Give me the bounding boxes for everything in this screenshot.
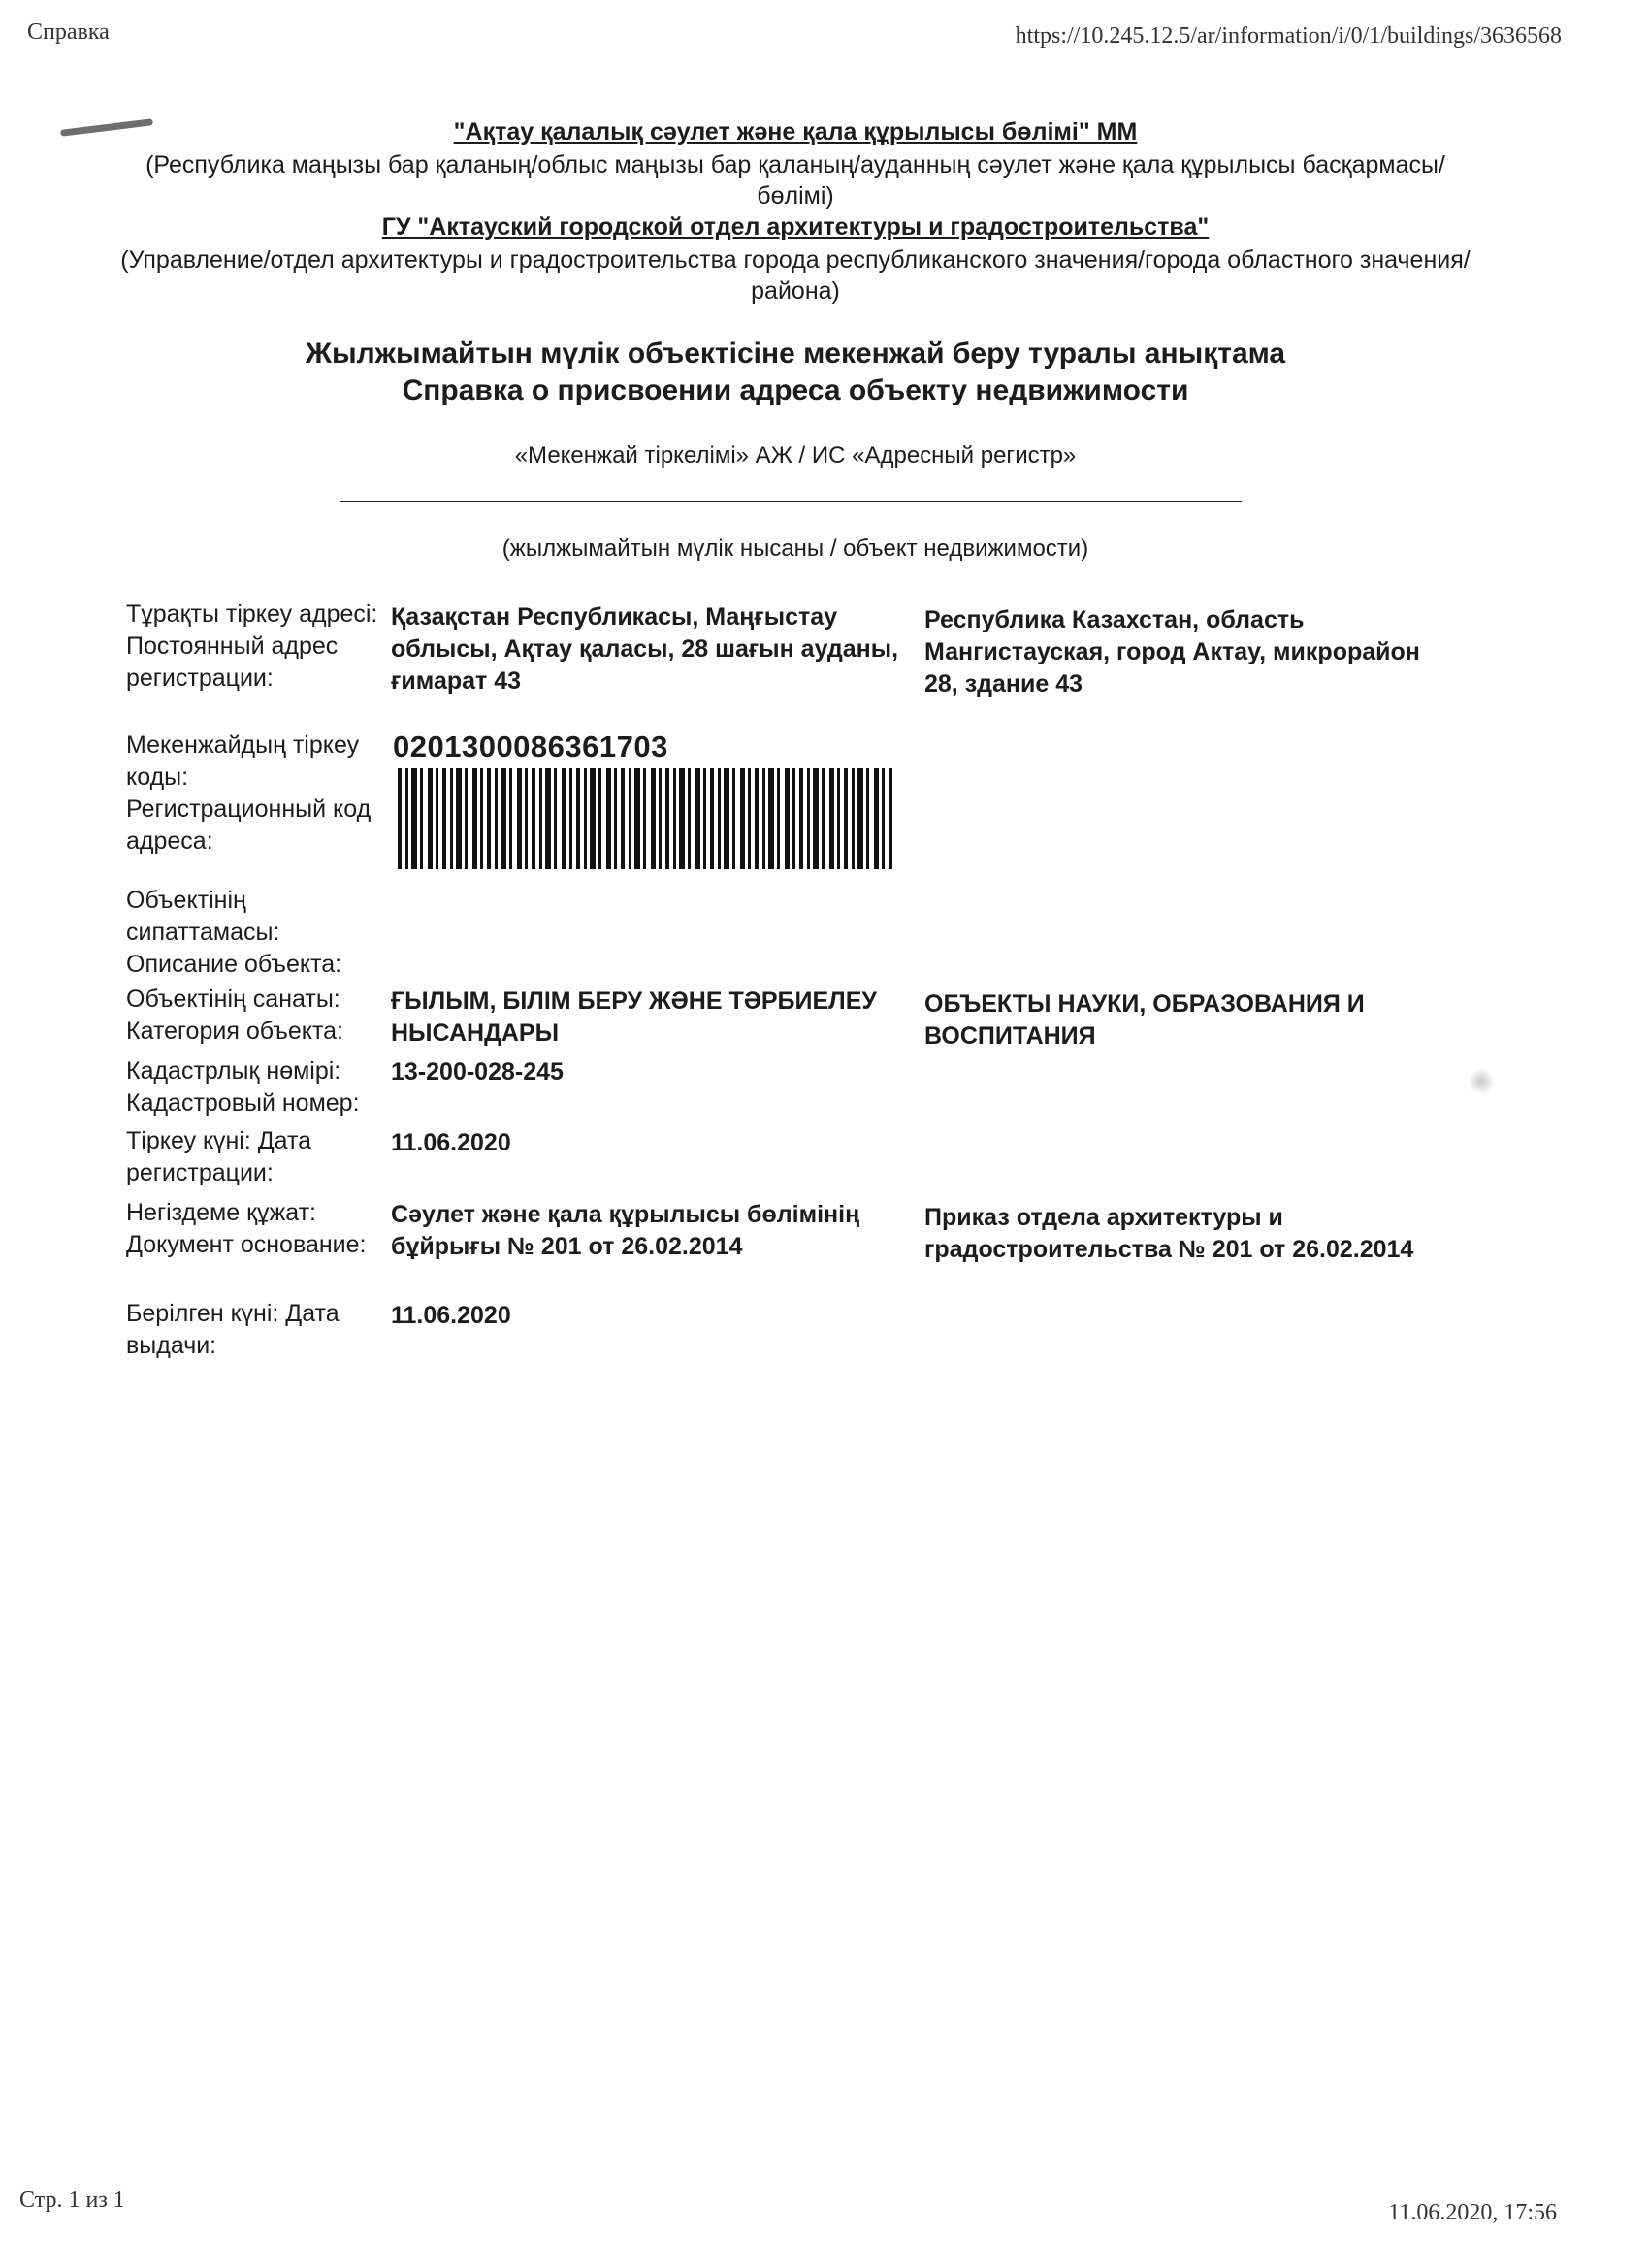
org-ru-name: ГУ "Актауский городской отдел архитектуры и градостроительства"	[381, 213, 1210, 241]
issue-date-value: 11.06.2020	[391, 1302, 511, 1329]
object-type-label: (жылжымайтын мүлік нысаны / объект недвижимости)	[501, 535, 1089, 562]
scan-speck	[1469, 1067, 1494, 1096]
basis-doc-label: Негіздеме құжат: Документ основание:	[126, 1199, 367, 1258]
print-footer-timestamp: 11.06.2020, 17:56	[1388, 2200, 1557, 2225]
org-kz-name: "Ақтау қалалық сәулет және қала құрылысы бөлімі" ММ	[453, 118, 1138, 146]
cadastral-label: Кадастрлық нөмірі: Кадастровый номер:	[126, 1057, 360, 1117]
barcode	[398, 768, 894, 869]
cadastral-value: 13-200-028-245	[391, 1058, 564, 1085]
print-header-title: Справка	[27, 19, 110, 45]
print-footer-page: Стр. 1 из 1	[19, 2187, 125, 2213]
description-label: Объектінің сипаттамасы: Описание объекта:	[126, 887, 342, 978]
reg-code-label: Мекенжайдың тіркеу коды: Регистрационный код адреса:	[126, 731, 372, 855]
category-value-ru: ОБЪЕКТЫ НАУКИ, ОБРАЗОВАНИЯ И ВОСПИТАНИЯ	[924, 990, 1365, 1050]
basis-doc-value-ru: Приказ отдела архитектуры и градостроительства № 201 от 26.02.2014	[924, 1204, 1414, 1263]
org-kz-subtitle: (Республика маңызы бар қаланың/облыс маңызы бар қаланың/ауданның сәулет және қала құрылысы басқармасы/бөлімі)	[146, 151, 1445, 210]
reg-date-value: 11.06.2020	[391, 1129, 511, 1156]
category-label: Объектінің санаты: Категория объекта:	[126, 986, 343, 1045]
address-value-ru: Республика Казахстан, область Мангистауская, город Актау, микрорайон 28, здание 43	[924, 606, 1420, 697]
org-ru-subtitle: (Управление/отдел архитектуры и градостроительства города республиканского значения/города областного значения/района)	[120, 246, 1471, 305]
registry-name: «Мекенжай тіркелімі» АЖ / ИС «Адресный регистр»	[514, 442, 1077, 469]
document-title-ru: Справка о присвоении адреса объекту недвижимости	[402, 374, 1189, 406]
print-header-url: https://10.245.12.5/ar/information/i/0/1/buildings/3636568	[1015, 23, 1562, 49]
basis-doc-value-kz: Сәулет және қала құрылысы бөлімінің бұйрығы № 201 от 26.02.2014	[391, 1201, 860, 1260]
reg-code-value: 0201300086361703	[393, 729, 668, 763]
address-label: Тұрақты тіркеу адресі: Постоянный адрес регистрации:	[126, 600, 378, 692]
issue-date-label: Берілген күні: Дата выдачи:	[126, 1300, 340, 1359]
divider-line	[340, 501, 1242, 502]
reg-date-label: Тіркеу күні: Дата регистрации:	[126, 1127, 312, 1186]
category-value-kz: ҒЫЛЫМ, БІЛІМ БЕРУ ЖӘНЕ ТӘРБИЕЛЕУ НЫСАНДАРЫ	[391, 988, 877, 1047]
document-title-kz: Жылжымайтын мүлік объектісіне мекенжай беру туралы анықтама	[305, 338, 1286, 370]
address-value-kz: Қазақстан Республикасы, Маңғыстау облысы, Ақтау қаласы, 28 шағын ауданы, ғимарат 43	[391, 603, 899, 695]
